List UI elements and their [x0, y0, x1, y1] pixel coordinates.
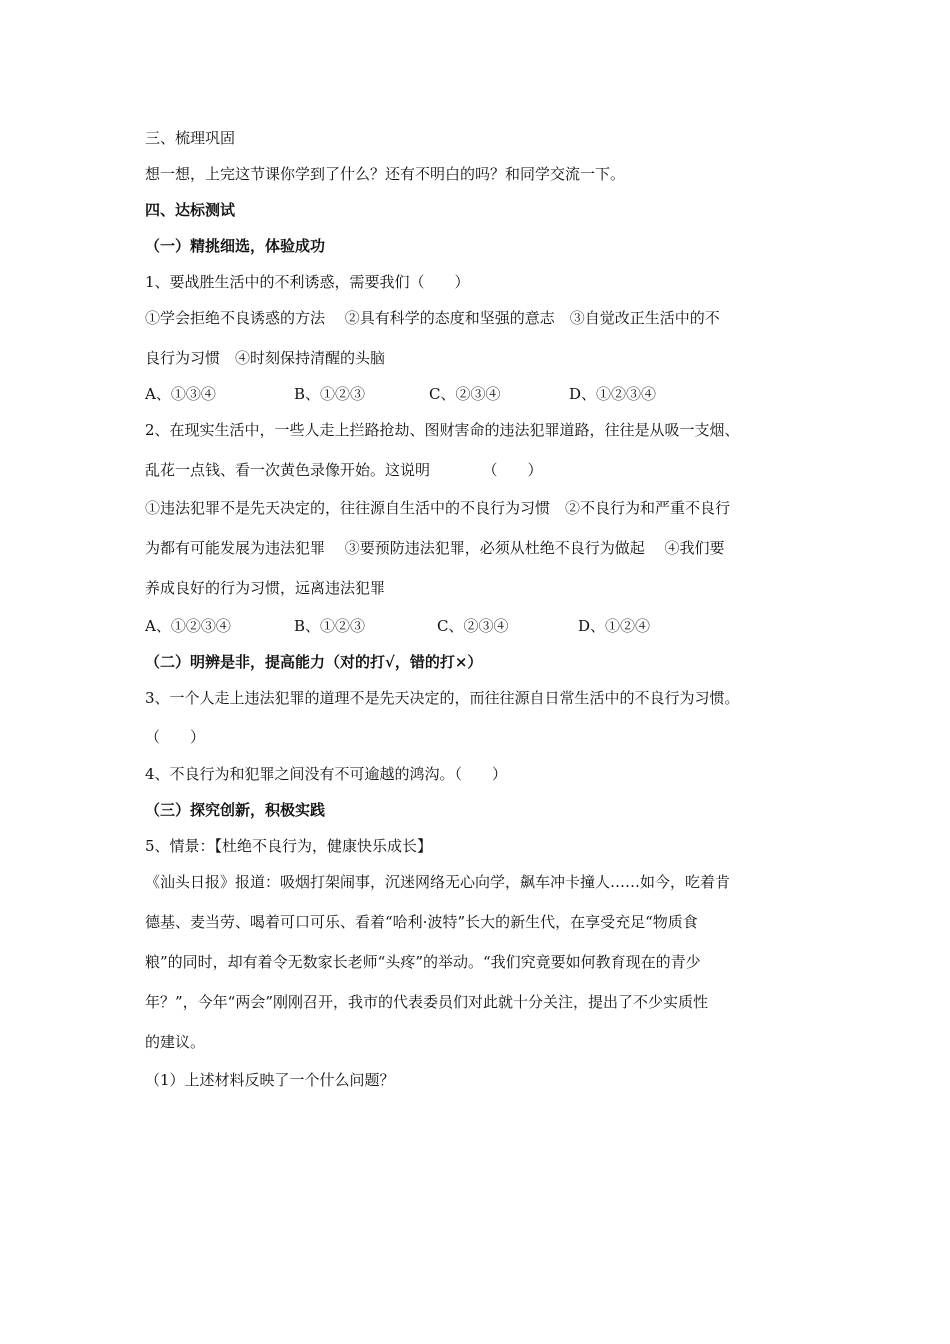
question-5-paragraph-line-3: 粮”的同时，却有着令无数家长老师“头疼”的举动。“我们究竟要如何教育现在的青少: [145, 953, 701, 971]
q2-option-b: B、①②③: [294, 617, 366, 635]
question-1-items-line-1: ①学会拒绝不良诱惑的方法 ②具有科学的态度和坚强的意志 ③自觉改正生活中的不: [145, 309, 720, 327]
question-5-paragraph-line-5: 的建议。: [145, 1033, 206, 1051]
question-1-items-line-2: 良行为习惯 ④时刻保持清醒的头脑: [145, 349, 386, 367]
question-3-stem: 3、一个人走上违法犯罪的道理不是先天决定的，而往往源自日常生活中的不良行为习惯。: [145, 689, 740, 707]
question-2-stem-line-2: 乱花一点钱、看一次黄色录像开始。这说明 （ ）: [145, 461, 543, 479]
q2-option-c: C、②③④: [437, 617, 509, 635]
part-2-title: （二）明辨是非，提高能力（对的打√，错的打×）: [145, 653, 483, 671]
part-1-title: （一）精挑细选，体验成功: [145, 237, 326, 255]
q1-option-d: D、①②③④: [569, 385, 657, 403]
q2-option-a: A、①②③④: [145, 617, 231, 635]
question-5-sub-question-1: （1）上述材料反映了一个什么问题？: [145, 1071, 395, 1089]
section-4-title: 四、达标测试: [145, 201, 236, 219]
section-3-text: 想一想，上完这节课你学到了什么？还有不明白的吗？和同学交流一下。: [145, 165, 626, 183]
question-4-stem: 4、不良行为和犯罪之间没有不可逾越的鸿沟。（ ）: [145, 765, 508, 783]
q2-option-d: D、①②④: [578, 617, 651, 635]
question-2-items-line-3: 养成良好的行为习惯，远离违法犯罪: [145, 579, 386, 597]
question-5-title: 5、情景：【杜绝不良行为，健康快乐成长】: [145, 837, 433, 855]
question-5-paragraph-line-2: 德基、麦当劳、喝着可口可乐、看着“哈利·波特”长大的新生代，在享受充足“物质食: [145, 913, 698, 931]
q1-option-b: B、①②③: [294, 385, 366, 403]
q1-option-c: C、②③④: [429, 385, 501, 403]
part-3-title: （三）探究创新，积极实践: [145, 801, 326, 819]
q1-option-a: A、①③④: [145, 385, 216, 403]
question-2-items-line-1: ①违法犯罪不是先天决定的，往往源自生活中的不良行为习惯 ②不良行为和严重不良行: [145, 499, 731, 517]
section-3-title: 三、梳理巩固: [145, 129, 236, 147]
question-2-items-line-2: 为都有可能发展为违法犯罪 ③要预防违法犯罪，必须从杜绝不良行为做起 ④我们要: [145, 539, 725, 557]
question-2-stem-line-1: 2、在现实生活中，一些人走上拦路抢劫、图财害命的违法犯罪道路，往往是从吸一支烟、: [145, 421, 740, 439]
question-5-paragraph-line-4: 年？”，今年“两会”刚刚召开，我市的代表委员们对此就十分关注，提出了不少实质性: [145, 993, 709, 1011]
question-3-answer-paren: （ ）: [145, 728, 206, 746]
question-5-paragraph-line-1: 《汕头日报》报道：吸烟打架闹事，沉迷网络无心向学，飙车冲卡撞人……如今，吃着肯: [145, 873, 731, 891]
question-1-stem: 1、要战胜生活中的不利诱惑，需要我们（ ）: [145, 273, 470, 291]
